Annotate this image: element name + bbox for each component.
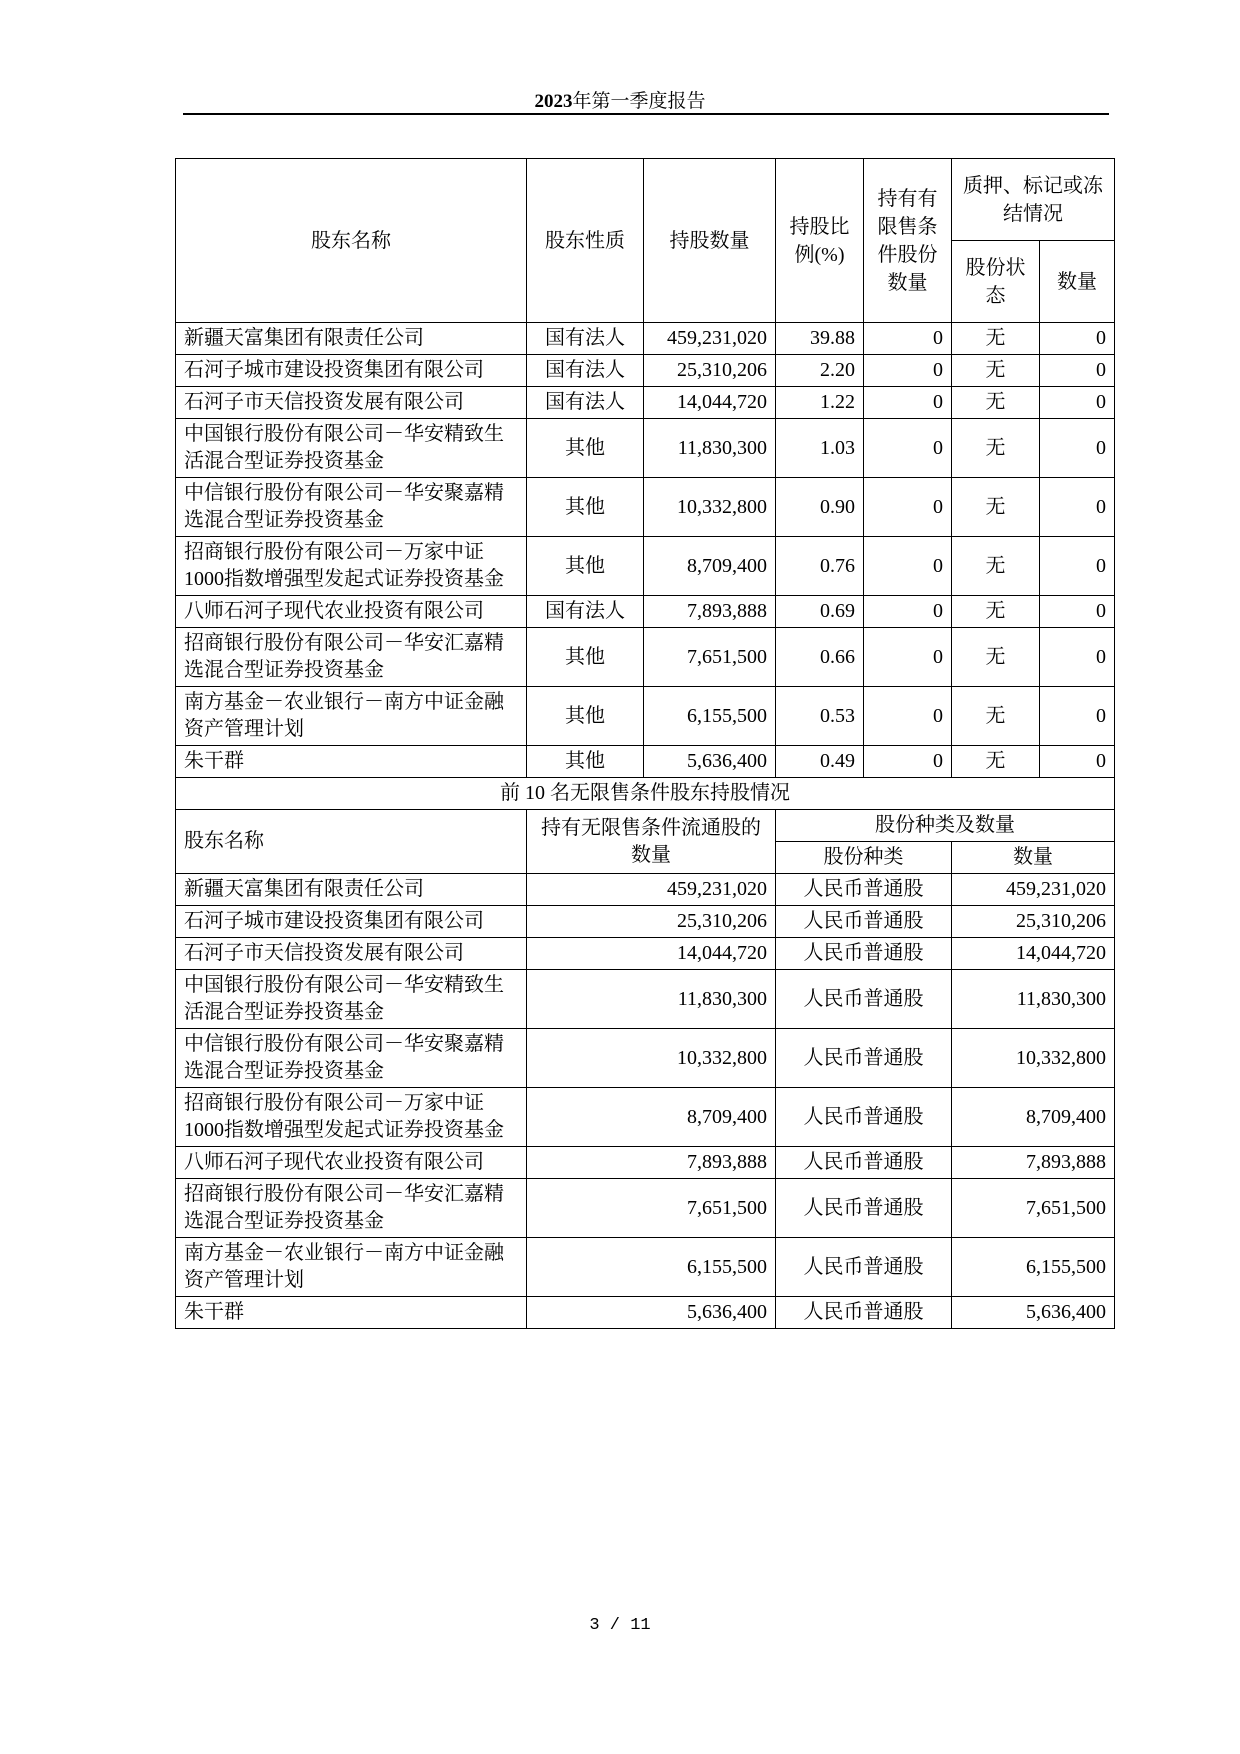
pledge-qty: 0 (1040, 746, 1115, 778)
bottom-header-qty: 数量 (952, 842, 1115, 874)
unrestricted-shares: 10,332,800 (527, 1029, 776, 1088)
header-title-text: 年第一季度报告 (572, 91, 706, 112)
unrestricted-shares: 7,651,500 (527, 1179, 776, 1238)
restricted-shares: 0 (864, 355, 952, 387)
share-qty: 459,231,020 (952, 874, 1115, 906)
table-row (176, 478, 1115, 537)
pledge-status: 无 (952, 537, 1040, 596)
bottom-header-name: 股东名称 (176, 810, 527, 874)
shares-held: 7,893,888 (644, 596, 776, 628)
pledge-status: 无 (952, 355, 1040, 387)
table-row (176, 1238, 1115, 1297)
shares-held: 8,709,400 (644, 537, 776, 596)
header-pledge-status: 股份状态 (952, 241, 1040, 323)
shareholder-name: 新疆天富集团有限责任公司 (176, 874, 527, 906)
section-title: 前 10 名无限售条件股东持股情况 (176, 778, 1115, 810)
header-divider (183, 113, 1109, 115)
shares-held: 25,310,206 (644, 355, 776, 387)
shares-held: 6,155,500 (644, 687, 776, 746)
bottom-header-unrestricted: 持有无限售条件流通股的数量 (527, 810, 776, 874)
table-row (176, 355, 1115, 387)
table-row (176, 1088, 1115, 1147)
shareholder-nature: 国有法人 (527, 387, 644, 419)
holding-ratio: 0.66 (776, 628, 864, 687)
header-year: 2023 (534, 91, 573, 112)
share-type: 人民币普通股 (776, 1179, 952, 1238)
holding-ratio: 1.22 (776, 387, 864, 419)
restricted-shares: 0 (864, 687, 952, 746)
restricted-shares: 0 (864, 323, 952, 355)
share-qty: 11,830,300 (952, 970, 1115, 1029)
header-ratio: 持股比例(%) (776, 159, 864, 323)
pledge-qty: 0 (1040, 478, 1115, 537)
table-row (176, 874, 1115, 906)
shareholder-name: 石河子城市建设投资集团有限公司 (176, 355, 527, 387)
restricted-shares: 0 (864, 537, 952, 596)
restricted-shares: 0 (864, 746, 952, 778)
share-qty: 25,310,206 (952, 906, 1115, 938)
page-header-title (0, 86, 1240, 113)
shareholder-nature: 其他 (527, 537, 644, 596)
unrestricted-shares: 14,044,720 (527, 938, 776, 970)
shareholder-nature: 其他 (527, 628, 644, 687)
shares-held: 10,332,800 (644, 478, 776, 537)
shareholder-name: 中信银行股份有限公司－华安聚嘉精选混合型证券投资基金 (176, 1029, 527, 1088)
pledge-qty: 0 (1040, 323, 1115, 355)
pledge-qty: 0 (1040, 628, 1115, 687)
unrestricted-shares: 6,155,500 (527, 1238, 776, 1297)
table-row (176, 906, 1115, 938)
pledge-qty: 0 (1040, 419, 1115, 478)
pledge-status: 无 (952, 596, 1040, 628)
top-header-row-1 (176, 159, 1115, 241)
unrestricted-shares: 25,310,206 (527, 906, 776, 938)
header-restricted: 持有有限售条件股份数量 (864, 159, 952, 323)
table-row (176, 537, 1115, 596)
shareholder-name: 八师石河子现代农业投资有限公司 (176, 596, 527, 628)
share-type: 人民币普通股 (776, 970, 952, 1029)
shares-held: 7,651,500 (644, 628, 776, 687)
shareholder-nature: 其他 (527, 419, 644, 478)
shareholder-nature: 国有法人 (527, 596, 644, 628)
shareholder-name: 朱干群 (176, 746, 527, 778)
shareholder-name: 朱干群 (176, 1297, 527, 1329)
shares-held: 14,044,720 (644, 387, 776, 419)
table-row (176, 1297, 1115, 1329)
table-row (176, 596, 1115, 628)
share-type: 人民币普通股 (776, 1297, 952, 1329)
table-row (176, 419, 1115, 478)
header-name: 股东名称 (176, 159, 527, 323)
unrestricted-shares: 5,636,400 (527, 1297, 776, 1329)
shareholder-name: 石河子城市建设投资集团有限公司 (176, 906, 527, 938)
unrestricted-shares: 11,830,300 (527, 970, 776, 1029)
pledge-status: 无 (952, 478, 1040, 537)
restricted-shares: 0 (864, 419, 952, 478)
table-row (176, 628, 1115, 687)
unrestricted-shares: 459,231,020 (527, 874, 776, 906)
table-row (176, 387, 1115, 419)
holding-ratio: 1.03 (776, 419, 864, 478)
share-qty: 7,893,888 (952, 1147, 1115, 1179)
pledge-qty: 0 (1040, 355, 1115, 387)
shareholder-nature: 其他 (527, 746, 644, 778)
shareholder-name: 中信银行股份有限公司－华安聚嘉精选混合型证券投资基金 (176, 478, 527, 537)
pledge-status: 无 (952, 628, 1040, 687)
shares-held: 11,830,300 (644, 419, 776, 478)
shareholder-name: 石河子市天信投资发展有限公司 (176, 938, 527, 970)
shareholder-name: 新疆天富集团有限责任公司 (176, 323, 527, 355)
header-pledge-group: 质押、标记或冻结情况 (952, 159, 1115, 241)
shareholder-nature: 其他 (527, 478, 644, 537)
shareholder-nature: 其他 (527, 687, 644, 746)
table-row (176, 1179, 1115, 1238)
pledge-qty: 0 (1040, 687, 1115, 746)
bottom-header-row-1 (176, 810, 1115, 842)
shareholder-name: 中国银行股份有限公司－华安精致生活混合型证券投资基金 (176, 970, 527, 1029)
share-type: 人民币普通股 (776, 1029, 952, 1088)
restricted-shares: 0 (864, 628, 952, 687)
restricted-shares: 0 (864, 478, 952, 537)
table-row (176, 687, 1115, 746)
share-type: 人民币普通股 (776, 874, 952, 906)
share-qty: 14,044,720 (952, 938, 1115, 970)
share-qty: 8,709,400 (952, 1088, 1115, 1147)
shareholder-name: 招商银行股份有限公司－万家中证1000指数增强型发起式证券投资基金 (176, 1088, 527, 1147)
table-row (176, 970, 1115, 1029)
shareholder-name: 中国银行股份有限公司－华安精致生活混合型证券投资基金 (176, 419, 527, 478)
shareholder-name: 招商银行股份有限公司－万家中证1000指数增强型发起式证券投资基金 (176, 537, 527, 596)
share-type: 人民币普通股 (776, 906, 952, 938)
share-qty: 7,651,500 (952, 1179, 1115, 1238)
pledge-qty: 0 (1040, 596, 1115, 628)
pledge-status: 无 (952, 687, 1040, 746)
shareholder-nature: 国有法人 (527, 323, 644, 355)
holding-ratio: 0.69 (776, 596, 864, 628)
pledge-qty: 0 (1040, 387, 1115, 419)
pledge-status: 无 (952, 746, 1040, 778)
holding-ratio: 2.20 (776, 355, 864, 387)
table-row (176, 323, 1115, 355)
shareholder-table (175, 158, 1115, 1329)
shares-held: 5,636,400 (644, 746, 776, 778)
restricted-shares: 0 (864, 387, 952, 419)
share-type: 人民币普通股 (776, 1147, 952, 1179)
holding-ratio: 0.49 (776, 746, 864, 778)
holding-ratio: 0.53 (776, 687, 864, 746)
bottom-header-type: 股份种类 (776, 842, 952, 874)
pledge-status: 无 (952, 323, 1040, 355)
share-type: 人民币普通股 (776, 1238, 952, 1297)
shareholder-name: 招商银行股份有限公司－华安汇嘉精选混合型证券投资基金 (176, 628, 527, 687)
unrestricted-shares: 8,709,400 (527, 1088, 776, 1147)
table-row (176, 1029, 1115, 1088)
shares-held: 459,231,020 (644, 323, 776, 355)
restricted-shares: 0 (864, 596, 952, 628)
shareholder-nature: 国有法人 (527, 355, 644, 387)
shareholder-name: 南方基金－农业银行－南方中证金融资产管理计划 (176, 1238, 527, 1297)
holding-ratio: 0.76 (776, 537, 864, 596)
shareholder-name: 石河子市天信投资发展有限公司 (176, 387, 527, 419)
header-pledge-qty: 数量 (1040, 241, 1115, 323)
pledge-status: 无 (952, 419, 1040, 478)
shareholder-name: 八师石河子现代农业投资有限公司 (176, 1147, 527, 1179)
header-nature: 股东性质 (527, 159, 644, 323)
table-row (176, 938, 1115, 970)
pledge-qty: 0 (1040, 537, 1115, 596)
table-row (176, 746, 1115, 778)
share-type: 人民币普通股 (776, 938, 952, 970)
pledge-status: 无 (952, 387, 1040, 419)
bottom-header-type-group: 股份种类及数量 (776, 810, 1115, 842)
share-qty: 5,636,400 (952, 1297, 1115, 1329)
share-qty: 10,332,800 (952, 1029, 1115, 1088)
section-title-row (176, 778, 1115, 810)
unrestricted-shares: 7,893,888 (527, 1147, 776, 1179)
page-number: 3 / 11 (589, 1616, 651, 1635)
share-type: 人民币普通股 (776, 1088, 952, 1147)
holding-ratio: 0.90 (776, 478, 864, 537)
header-shares: 持股数量 (644, 159, 776, 323)
shareholder-name: 招商银行股份有限公司－华安汇嘉精选混合型证券投资基金 (176, 1179, 527, 1238)
shareholder-name: 南方基金－农业银行－南方中证金融资产管理计划 (176, 687, 527, 746)
table-row (176, 1147, 1115, 1179)
share-qty: 6,155,500 (952, 1238, 1115, 1297)
holding-ratio: 39.88 (776, 323, 864, 355)
